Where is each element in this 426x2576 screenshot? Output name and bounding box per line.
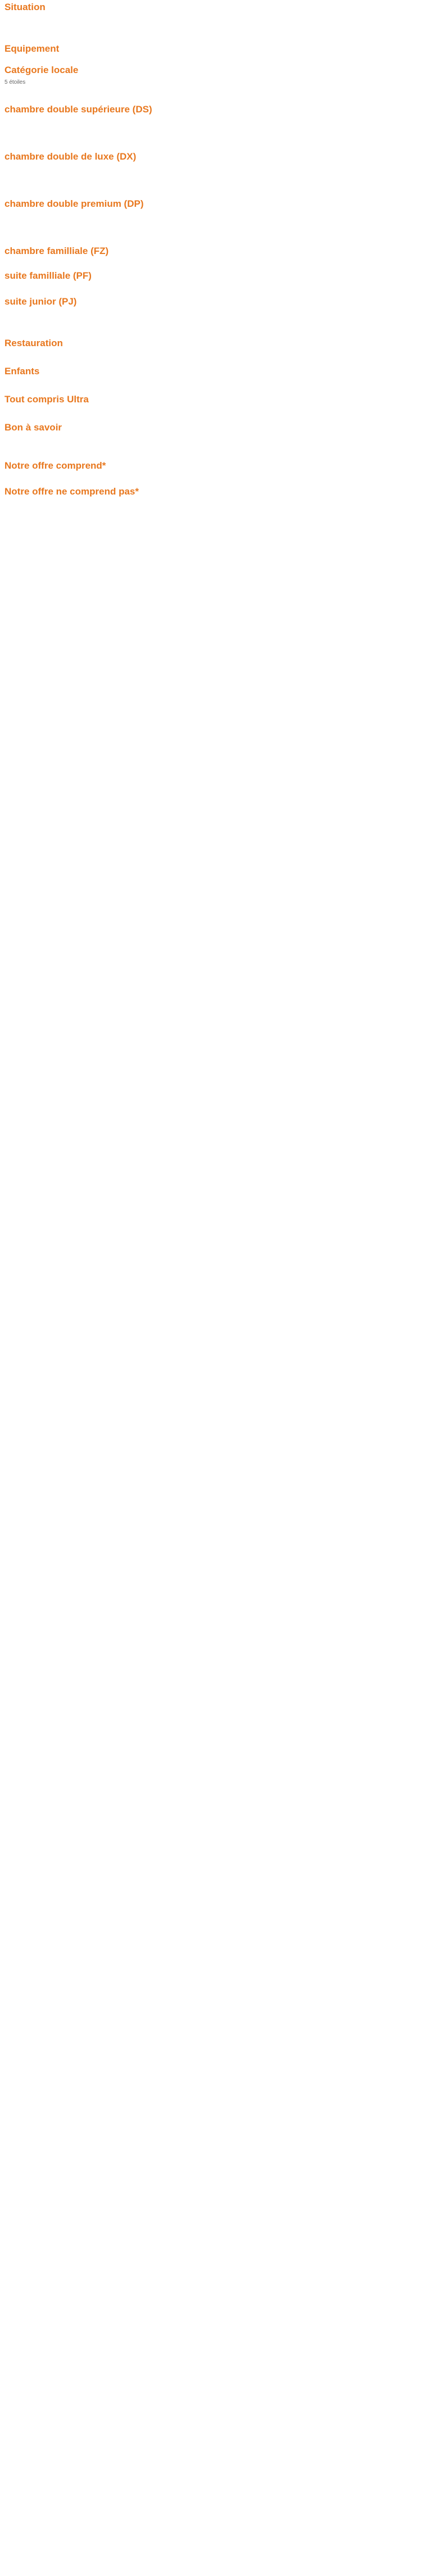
- section-equipement: [4, 43, 422, 55]
- section-room-pj: [4, 296, 422, 308]
- section-heading: Bon à savoir: [4, 422, 62, 433]
- section-bon-a-savoir: [4, 421, 422, 434]
- section-heading: Restauration: [4, 338, 63, 348]
- section-offre-comprend: [4, 460, 422, 472]
- section-room-fz: [4, 245, 422, 257]
- section-situation: [4, 0, 422, 13]
- section-heading: Notre offre ne comprend pas*: [4, 486, 139, 497]
- section-heading: suite junior (PJ): [4, 296, 77, 307]
- section-heading: Tout compris Ultra: [4, 394, 89, 405]
- section-room-dx: [4, 151, 422, 163]
- section-room-pf: [4, 270, 422, 282]
- section-tout-compris: [4, 393, 422, 406]
- section-heading: Situation: [4, 2, 46, 12]
- section-subtitle: 5 étoiles: [4, 79, 26, 85]
- section-heading: chambre familliale (FZ): [4, 246, 109, 256]
- section-heading: chambre double premium (DP): [4, 198, 144, 209]
- section-restauration: [4, 337, 422, 350]
- section-heading: chambre double supérieure (DS): [4, 104, 152, 115]
- section-heading: suite familliale (PF): [4, 270, 92, 281]
- section-room-dp: [4, 198, 422, 210]
- section-heading: Equipement: [4, 43, 60, 54]
- section-heading: Enfants: [4, 366, 40, 377]
- fact-sheet: [4, 0, 422, 498]
- section-heading: chambre double de luxe (DX): [4, 151, 137, 162]
- section-room-ds: [4, 103, 422, 116]
- section-enfants: [4, 365, 422, 378]
- section-offre-ne-comprend-pas: [4, 486, 422, 498]
- section-heading: Catégorie locale: [4, 65, 79, 75]
- section-categorie: [4, 64, 422, 87]
- section-heading: Notre offre comprend*: [4, 460, 106, 471]
